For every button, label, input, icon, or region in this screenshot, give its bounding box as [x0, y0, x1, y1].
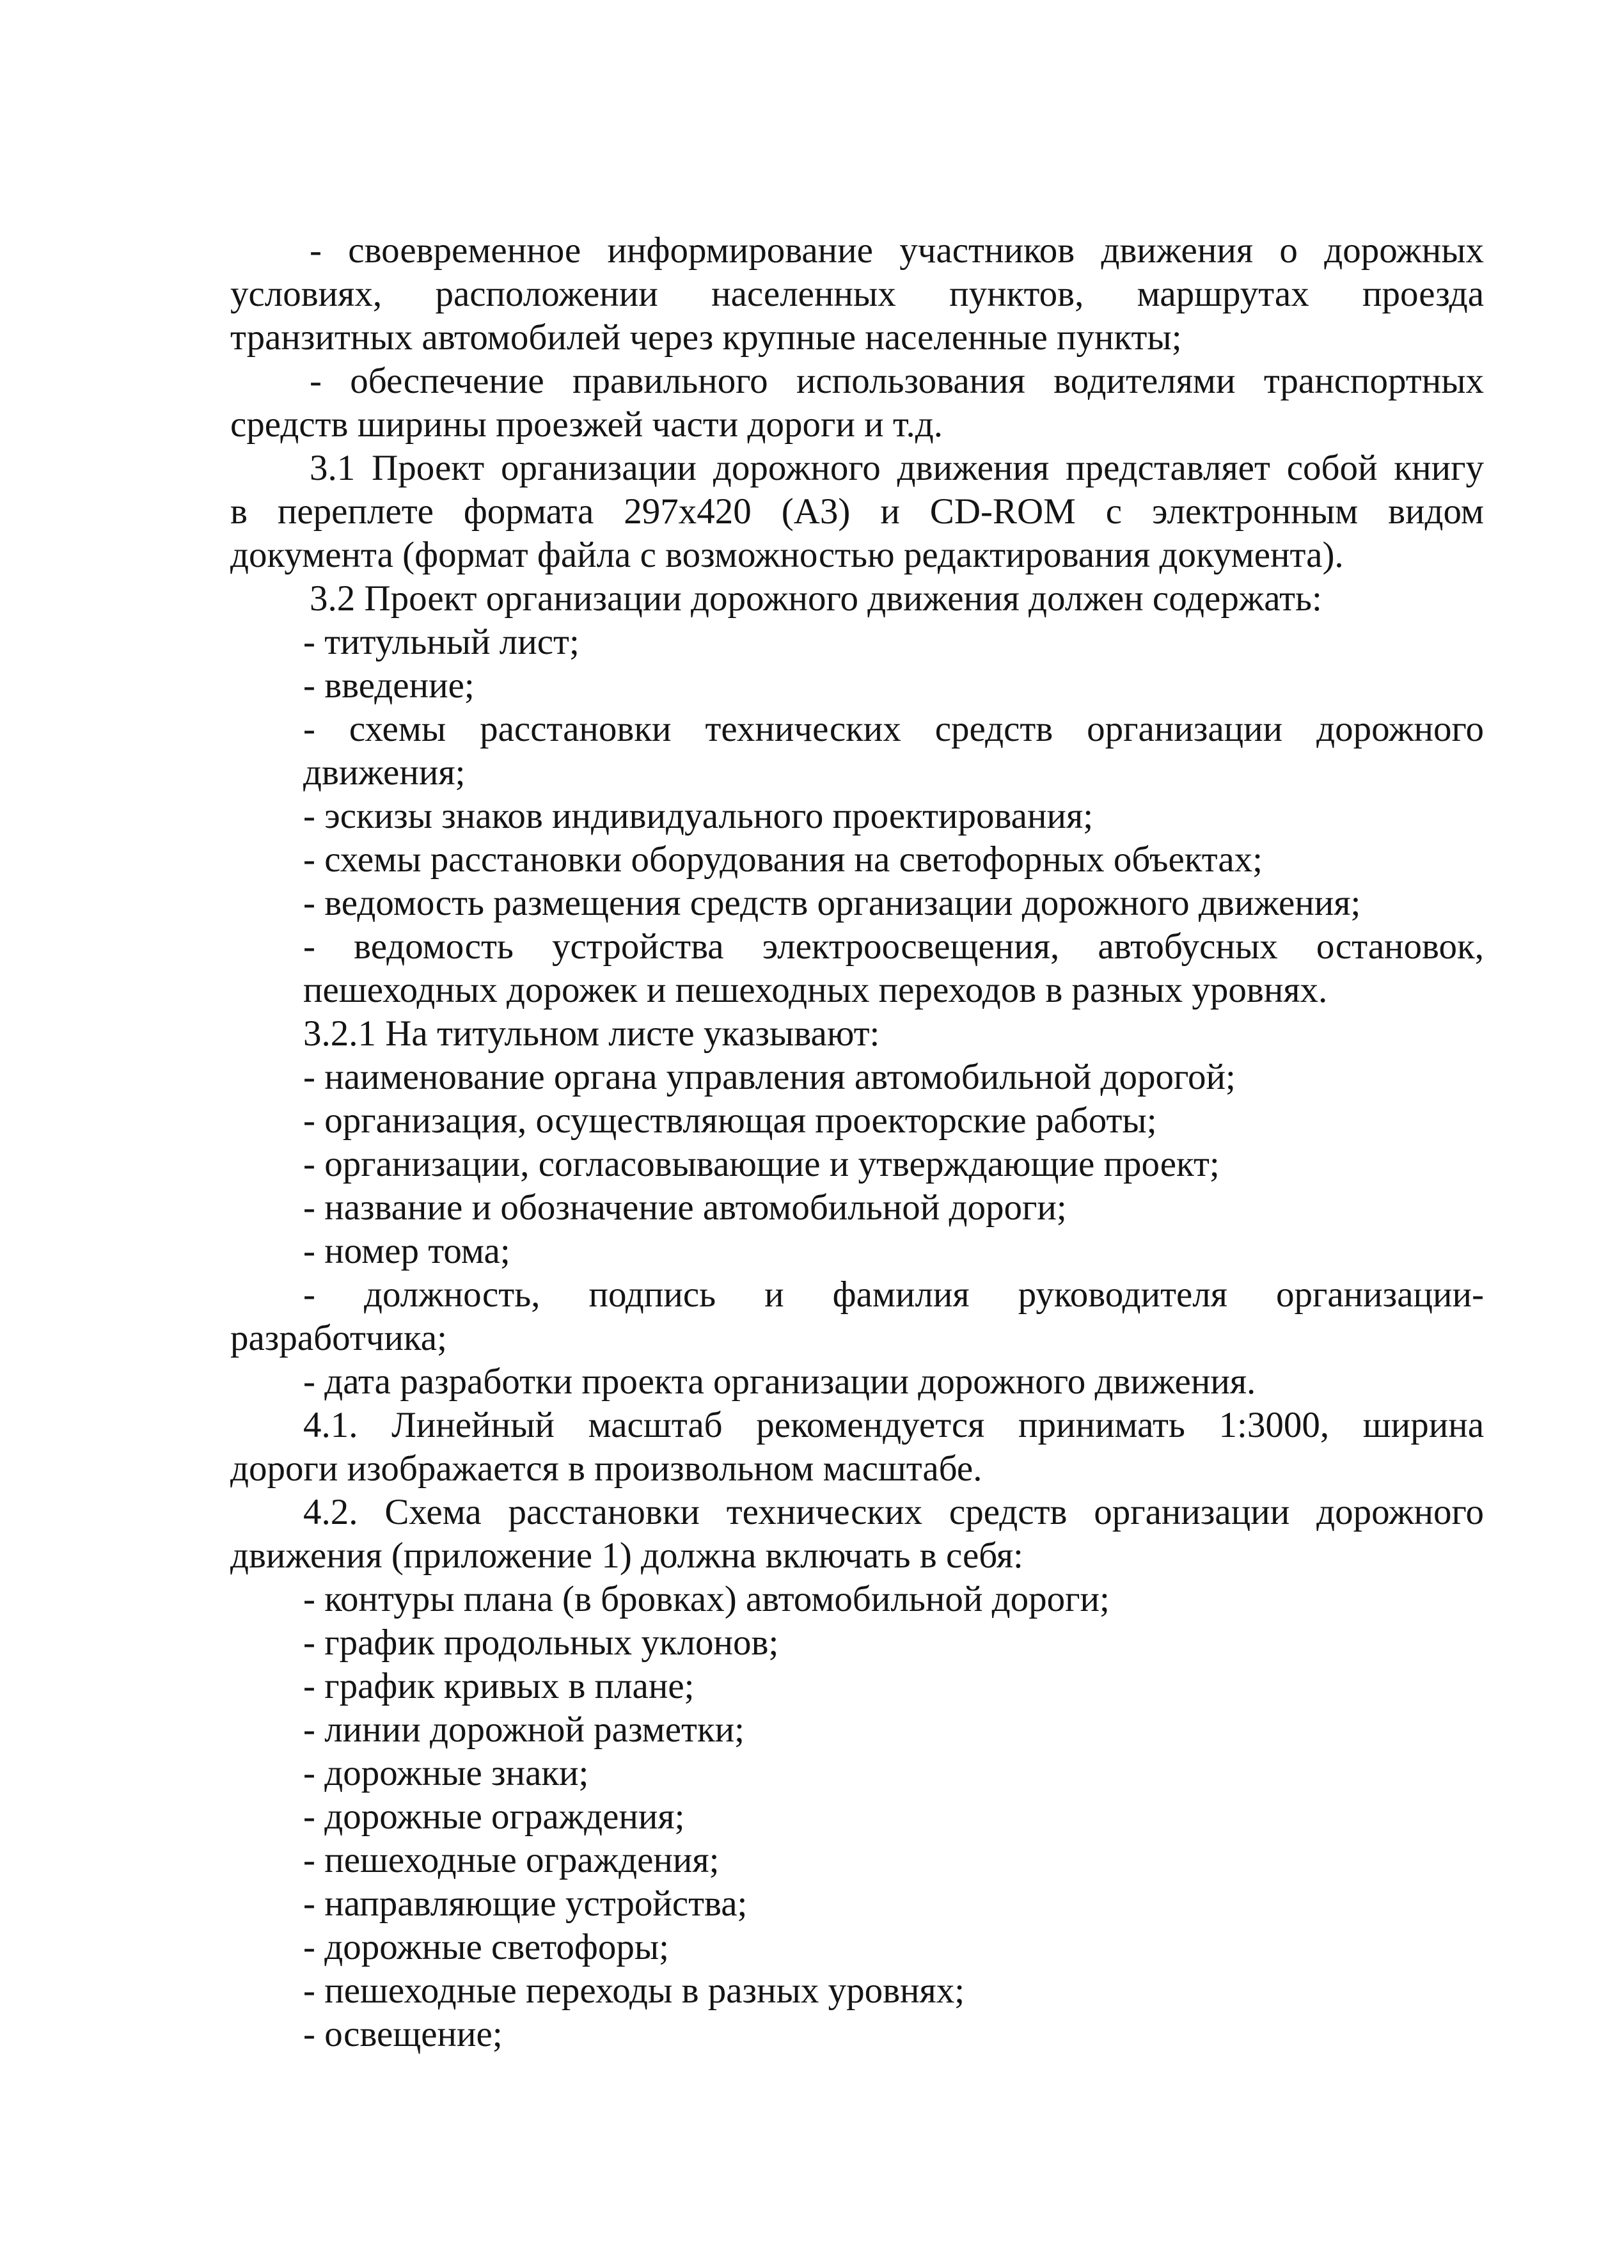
list-item: - дорожные ограждения; [303, 1796, 685, 1837]
list-item: движения; [303, 752, 466, 793]
list-item: - дорожные светофоры; [303, 1927, 669, 1967]
text-line: 4.2. Схема расстановки технических средств организации дорожного [303, 1492, 1484, 1532]
list-item: - должность, подпись и фамилия руководителя организации- [303, 1274, 1484, 1315]
list-item: - эскизы знаков индивидуального проектирования; [303, 796, 1094, 836]
list-item: разработчика; [230, 1318, 447, 1358]
text-line: дороги изображается в произвольном масштабе. [230, 1448, 982, 1489]
text-line: 3.1 Проект организации дорожного движения представляет собой книгу [310, 448, 1484, 488]
list-item: - организация, осуществляющая проекторские работы; [303, 1100, 1157, 1141]
list-item: - ведомость устройства электроосвещения, автобусных остановок, [303, 926, 1484, 967]
list-item: - пешеходные переходы в разных уровнях; [303, 1971, 965, 2011]
list-item: - схемы расстановки технических средств организации дорожного [303, 709, 1484, 749]
text-line: в переплете формата 297x420 (А3) и CD-ROM с электронным видом [230, 491, 1484, 532]
text-line: движения (приложение 1) должна включать в себя: [230, 1535, 1023, 1576]
text-line: транзитных автомобилей через крупные населенные пункты; [230, 317, 1182, 358]
text-line: документа (формат файла с возможностью редактирования документа). [230, 535, 1344, 575]
list-item: - направляющие устройства; [303, 1883, 748, 1924]
list-item: - дата разработки проекта организации дорожного движения. [303, 1361, 1256, 1402]
list-item: - ведомость размещения средств организации дорожного движения; [303, 883, 1361, 923]
text-line: средств ширины проезжей части дороги и т.д. [230, 404, 943, 445]
list-item: - номер тома; [303, 1231, 510, 1271]
text-line: - обеспечение правильного использования водителями транспортных [310, 361, 1484, 401]
text-line: условиях, расположении населенных пунктов, маршрутах проезда [230, 274, 1484, 314]
section-heading: 3.2.1 На титульном листе указывают: [303, 1013, 880, 1054]
list-item: - линии дорожной разметки; [303, 1709, 745, 1750]
list-item: - освещение; [303, 2014, 503, 2054]
list-item: - титульный лист; [303, 622, 579, 662]
list-item: - организации, согласовывающие и утверждающие проект; [303, 1144, 1220, 1184]
list-item: - дорожные знаки; [303, 1753, 589, 1793]
list-item: - пешеходные ограждения; [303, 1840, 720, 1880]
list-item: - введение; [303, 665, 475, 706]
list-item: - название и обозначение автомобильной дороги; [303, 1187, 1067, 1228]
text-line: 3.2 Проект организации дорожного движения должен содержать: [310, 578, 1322, 619]
text-line: - своевременное информирование участников движения о дорожных [310, 230, 1484, 271]
list-item: - график продольных уклонов; [303, 1622, 779, 1663]
list-item: - график кривых в плане; [303, 1666, 695, 1706]
list-item: - контуры плана (в бровках) автомобильной дороги; [303, 1579, 1110, 1619]
list-item: - схемы расстановки оборудования на светофорных объектах; [303, 839, 1263, 880]
list-item: пешеходных дорожек и пешеходных переходов в разных уровнях. [303, 970, 1328, 1010]
document-page [230, 229, 1484, 2056]
list-item: - наименование органа управления автомобильной дорогой; [303, 1057, 1236, 1097]
text-line: 4.1. Линейный масштаб рекомендуется принимать 1:3000, ширина [303, 1405, 1484, 1445]
